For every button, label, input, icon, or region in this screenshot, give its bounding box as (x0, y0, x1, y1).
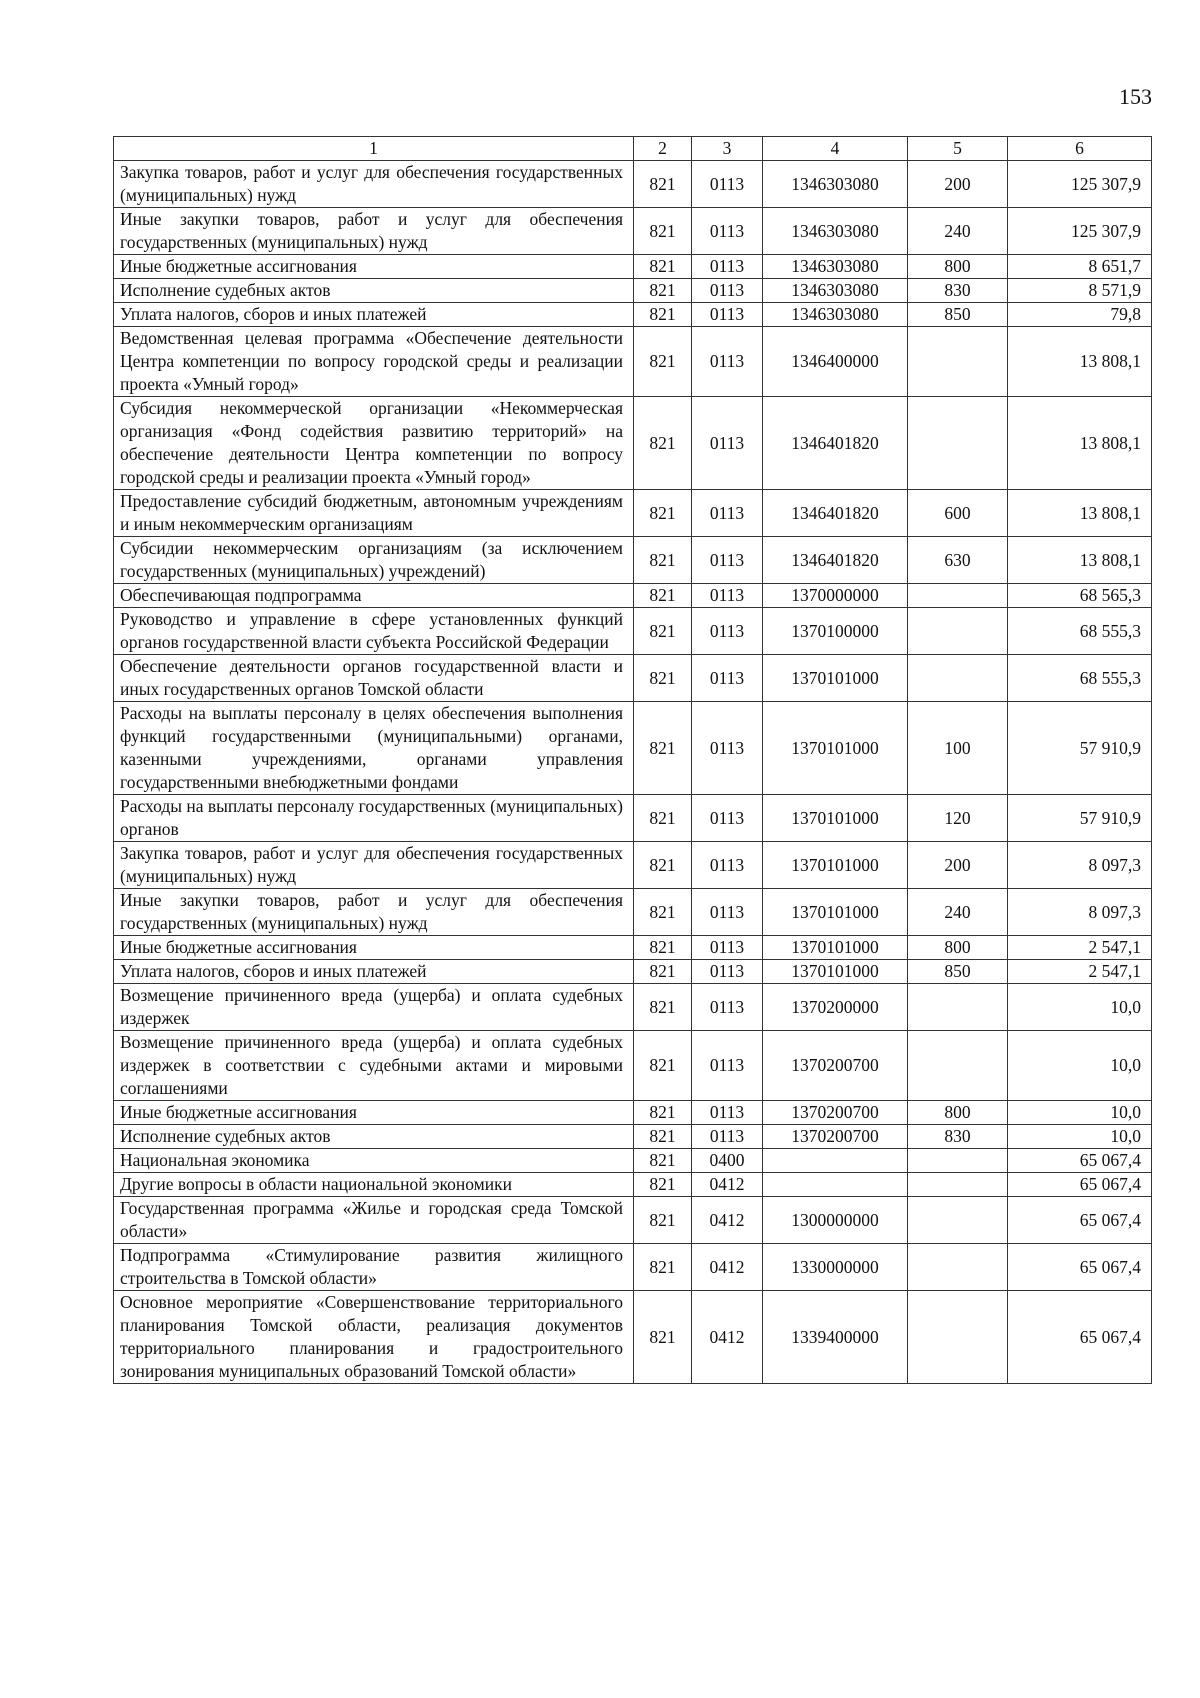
row-section-code: 0113 (692, 608, 763, 655)
table-row (114, 1244, 1152, 1291)
table-row (114, 161, 1152, 208)
row-section-code: 0412 (692, 1244, 763, 1291)
row-amount: 65 067,4 (1008, 1197, 1152, 1244)
row-name: Обеспечение деятельности органов государственной власти и иных государственных органов Томской области (114, 655, 634, 702)
table-row (114, 327, 1152, 397)
header-row (114, 137, 1152, 161)
row-section-code: 0113 (692, 537, 763, 584)
table-row (114, 1031, 1152, 1101)
row-name: Уплата налогов, сборов и иных платежей (114, 303, 634, 327)
row-expense-type (908, 584, 1008, 608)
row-name: Возмещение причиненного вреда (ущерба) и оплата судебных издержек (114, 984, 634, 1031)
row-admin-code: 821 (634, 490, 692, 537)
row-name: Другие вопросы в области национальной экономики (114, 1173, 634, 1197)
table-row (114, 1125, 1152, 1149)
row-admin-code: 821 (634, 537, 692, 584)
row-amount: 10,0 (1008, 1125, 1152, 1149)
row-expense-type (908, 1031, 1008, 1101)
row-admin-code: 821 (634, 1291, 692, 1384)
row-expense-type: 120 (908, 795, 1008, 842)
row-amount: 68 555,3 (1008, 608, 1152, 655)
row-admin-code: 821 (634, 1101, 692, 1125)
row-name: Иные бюджетные ассигнования (114, 255, 634, 279)
budget-table (113, 136, 1152, 1384)
row-name: Уплата налогов, сборов и иных платежей (114, 960, 634, 984)
page-number: 153 (1119, 84, 1152, 109)
row-expense-type: 850 (908, 960, 1008, 984)
table-row (114, 984, 1152, 1031)
row-name: Иные бюджетные ассигнования (114, 1101, 634, 1125)
row-target-article: 1370200700 (763, 1031, 908, 1101)
row-section-code: 0113 (692, 936, 763, 960)
row-section-code: 0113 (692, 795, 763, 842)
row-name: Предоставление субсидий бюджетным, автономным учреждениям и иным некоммерческим организациям (114, 490, 634, 537)
row-expense-type (908, 1291, 1008, 1384)
row-expense-type (908, 1244, 1008, 1291)
row-amount: 10,0 (1008, 1101, 1152, 1125)
row-expense-type (908, 984, 1008, 1031)
row-expense-type: 800 (908, 1101, 1008, 1125)
row-admin-code: 821 (634, 608, 692, 655)
row-name: Обеспечивающая подпрограмма (114, 584, 634, 608)
table-row (114, 397, 1152, 490)
row-admin-code: 821 (634, 702, 692, 795)
table-row (114, 584, 1152, 608)
row-expense-type: 630 (908, 537, 1008, 584)
row-expense-type: 800 (908, 936, 1008, 960)
row-amount: 125 307,9 (1008, 161, 1152, 208)
row-amount: 68 555,3 (1008, 655, 1152, 702)
row-section-code: 0113 (692, 208, 763, 255)
row-target-article: 1346303080 (763, 303, 908, 327)
table-row (114, 702, 1152, 795)
column-header: 1 (114, 137, 634, 161)
row-admin-code: 821 (634, 1197, 692, 1244)
table-row (114, 208, 1152, 255)
row-admin-code: 821 (634, 795, 692, 842)
row-admin-code: 821 (634, 1125, 692, 1149)
column-header: 2 (634, 137, 692, 161)
row-name: Расходы на выплаты персоналу государственных (муниципальных) органов (114, 795, 634, 842)
row-admin-code: 821 (634, 327, 692, 397)
column-header: 4 (763, 137, 908, 161)
row-name: Субсидии некоммерческим организациям (за исключением государственных (муниципальных) учреждений) (114, 537, 634, 584)
row-amount: 57 910,9 (1008, 702, 1152, 795)
row-expense-type (908, 397, 1008, 490)
row-amount: 13 808,1 (1008, 537, 1152, 584)
row-admin-code: 821 (634, 397, 692, 490)
table-row (114, 795, 1152, 842)
table-row (114, 1149, 1152, 1173)
row-name: Иные закупки товаров, работ и услуг для обеспечения государственных (муниципальных) нужд (114, 208, 634, 255)
row-admin-code: 821 (634, 584, 692, 608)
row-amount: 10,0 (1008, 984, 1152, 1031)
row-amount: 2 547,1 (1008, 936, 1152, 960)
table-row (114, 279, 1152, 303)
column-header: 5 (908, 137, 1008, 161)
row-expense-type (908, 608, 1008, 655)
row-section-code: 0113 (692, 1101, 763, 1125)
row-section-code: 0113 (692, 303, 763, 327)
row-admin-code: 821 (634, 161, 692, 208)
table-row (114, 1173, 1152, 1197)
row-section-code: 0113 (692, 490, 763, 537)
row-amount: 68 565,3 (1008, 584, 1152, 608)
row-amount: 10,0 (1008, 1031, 1152, 1101)
row-target-article: 1346401820 (763, 490, 908, 537)
row-target-article: 1346303080 (763, 208, 908, 255)
row-amount: 65 067,4 (1008, 1173, 1152, 1197)
row-name: Расходы на выплаты персоналу в целях обеспечения выполнения функций государственными (муниципальными) органами, казенными учреждениями, органами управления государственными внебюджетными фондами (114, 702, 634, 795)
row-admin-code: 821 (634, 1149, 692, 1173)
row-admin-code: 821 (634, 1031, 692, 1101)
row-admin-code: 821 (634, 1244, 692, 1291)
row-section-code: 0400 (692, 1149, 763, 1173)
row-amount: 65 067,4 (1008, 1149, 1152, 1173)
row-admin-code: 821 (634, 255, 692, 279)
row-amount: 79,8 (1008, 303, 1152, 327)
column-header: 3 (692, 137, 763, 161)
row-section-code: 0113 (692, 984, 763, 1031)
table-row (114, 255, 1152, 279)
row-admin-code: 821 (634, 936, 692, 960)
row-target-article (763, 1149, 908, 1173)
row-target-article: 1346303080 (763, 279, 908, 303)
row-name: Закупка товаров, работ и услуг для обеспечения государственных (муниципальных) нужд (114, 161, 634, 208)
table-row (114, 960, 1152, 984)
row-expense-type: 100 (908, 702, 1008, 795)
row-target-article (763, 1173, 908, 1197)
table-body (114, 161, 1152, 1384)
row-section-code: 0113 (692, 584, 763, 608)
row-name: Закупка товаров, работ и услуг для обеспечения государственных (муниципальных) нужд (114, 842, 634, 889)
row-name: Подпрограмма «Стимулирование развития жилищного строительства в Томской области» (114, 1244, 634, 1291)
row-amount: 13 808,1 (1008, 327, 1152, 397)
row-target-article: 1370101000 (763, 936, 908, 960)
row-amount: 65 067,4 (1008, 1244, 1152, 1291)
row-expense-type: 850 (908, 303, 1008, 327)
table-row (114, 537, 1152, 584)
row-amount: 2 547,1 (1008, 960, 1152, 984)
row-target-article: 1370101000 (763, 842, 908, 889)
row-target-article: 1330000000 (763, 1244, 908, 1291)
row-name: Субсидия некоммерческой организации «Некоммерческая организация «Фонд содействия развитию территорий» на обеспечение деятельности Центра компетенции по вопросу городской среды и реализации проекта «Умный город» (114, 397, 634, 490)
row-section-code: 0113 (692, 702, 763, 795)
row-name: Иные закупки товаров, работ и услуг для обеспечения государственных (муниципальных) нужд (114, 889, 634, 936)
row-target-article: 1370000000 (763, 584, 908, 608)
row-name: Возмещение причиненного вреда (ущерба) и оплата судебных издержек в соответствии с судебными актами и мировыми соглашениями (114, 1031, 634, 1101)
row-section-code: 0412 (692, 1173, 763, 1197)
row-amount: 13 808,1 (1008, 490, 1152, 537)
row-amount: 8 651,7 (1008, 255, 1152, 279)
table-row (114, 1197, 1152, 1244)
row-name: Исполнение судебных актов (114, 1125, 634, 1149)
row-expense-type: 600 (908, 490, 1008, 537)
row-section-code: 0113 (692, 397, 763, 490)
table-row (114, 889, 1152, 936)
row-section-code: 0412 (692, 1291, 763, 1384)
row-expense-type: 200 (908, 161, 1008, 208)
row-target-article: 1370100000 (763, 608, 908, 655)
row-expense-type (908, 1173, 1008, 1197)
row-target-article: 1300000000 (763, 1197, 908, 1244)
row-expense-type: 240 (908, 889, 1008, 936)
table-row (114, 1101, 1152, 1125)
row-expense-type: 200 (908, 842, 1008, 889)
row-target-article: 1346401820 (763, 537, 908, 584)
row-name: Основное мероприятие «Совершенствование территориального планирования Томской области, реализация документов территориального планирования и градостроительного зонирования муниципальных образований Томской области» (114, 1291, 634, 1384)
row-name: Национальная экономика (114, 1149, 634, 1173)
row-name: Государственная программа «Жилье и городская среда Томской области» (114, 1197, 634, 1244)
row-admin-code: 821 (634, 984, 692, 1031)
row-target-article: 1370101000 (763, 960, 908, 984)
row-target-article: 1370101000 (763, 702, 908, 795)
row-expense-type (908, 327, 1008, 397)
row-expense-type: 830 (908, 1125, 1008, 1149)
row-name: Исполнение судебных актов (114, 279, 634, 303)
row-admin-code: 821 (634, 208, 692, 255)
row-section-code: 0113 (692, 255, 763, 279)
row-section-code: 0412 (692, 1197, 763, 1244)
row-expense-type (908, 655, 1008, 702)
row-section-code: 0113 (692, 279, 763, 303)
row-expense-type (908, 1149, 1008, 1173)
table-row (114, 303, 1152, 327)
row-section-code: 0113 (692, 842, 763, 889)
row-target-article: 1370101000 (763, 655, 908, 702)
row-section-code: 0113 (692, 161, 763, 208)
row-section-code: 0113 (692, 655, 763, 702)
table-row (114, 490, 1152, 537)
table-row (114, 608, 1152, 655)
row-admin-code: 821 (634, 655, 692, 702)
row-expense-type: 830 (908, 279, 1008, 303)
row-target-article: 1370200000 (763, 984, 908, 1031)
row-section-code: 0113 (692, 1125, 763, 1149)
table-row (114, 1291, 1152, 1384)
column-header: 6 (1008, 137, 1152, 161)
row-expense-type (908, 1197, 1008, 1244)
row-name: Иные бюджетные ассигнования (114, 936, 634, 960)
row-target-article: 1346401820 (763, 397, 908, 490)
row-expense-type: 800 (908, 255, 1008, 279)
row-target-article: 1346303080 (763, 161, 908, 208)
row-admin-code: 821 (634, 303, 692, 327)
row-name: Ведомственная целевая программа «Обеспечение деятельности Центра компетенции по вопросу городской среды и реализации проекта «Умный город» (114, 327, 634, 397)
table-row (114, 655, 1152, 702)
row-section-code: 0113 (692, 327, 763, 397)
row-section-code: 0113 (692, 960, 763, 984)
row-target-article: 1370101000 (763, 795, 908, 842)
row-target-article: 1370101000 (763, 889, 908, 936)
row-target-article: 1370200700 (763, 1101, 908, 1125)
row-admin-code: 821 (634, 960, 692, 984)
row-expense-type: 240 (908, 208, 1008, 255)
row-amount: 8 097,3 (1008, 889, 1152, 936)
row-amount: 57 910,9 (1008, 795, 1152, 842)
table-row (114, 936, 1152, 960)
row-target-article: 1339400000 (763, 1291, 908, 1384)
row-section-code: 0113 (692, 1031, 763, 1101)
row-admin-code: 821 (634, 842, 692, 889)
table-row (114, 842, 1152, 889)
row-amount: 65 067,4 (1008, 1291, 1152, 1384)
row-target-article: 1370200700 (763, 1125, 908, 1149)
row-admin-code: 821 (634, 1173, 692, 1197)
row-amount: 8 097,3 (1008, 842, 1152, 889)
row-amount: 125 307,9 (1008, 208, 1152, 255)
row-target-article: 1346400000 (763, 327, 908, 397)
row-admin-code: 821 (634, 279, 692, 303)
row-admin-code: 821 (634, 889, 692, 936)
row-amount: 13 808,1 (1008, 397, 1152, 490)
row-amount: 8 571,9 (1008, 279, 1152, 303)
row-name: Руководство и управление в сфере установленных функций органов государственной власти субъекта Российской Федерации (114, 608, 634, 655)
row-section-code: 0113 (692, 889, 763, 936)
row-target-article: 1346303080 (763, 255, 908, 279)
